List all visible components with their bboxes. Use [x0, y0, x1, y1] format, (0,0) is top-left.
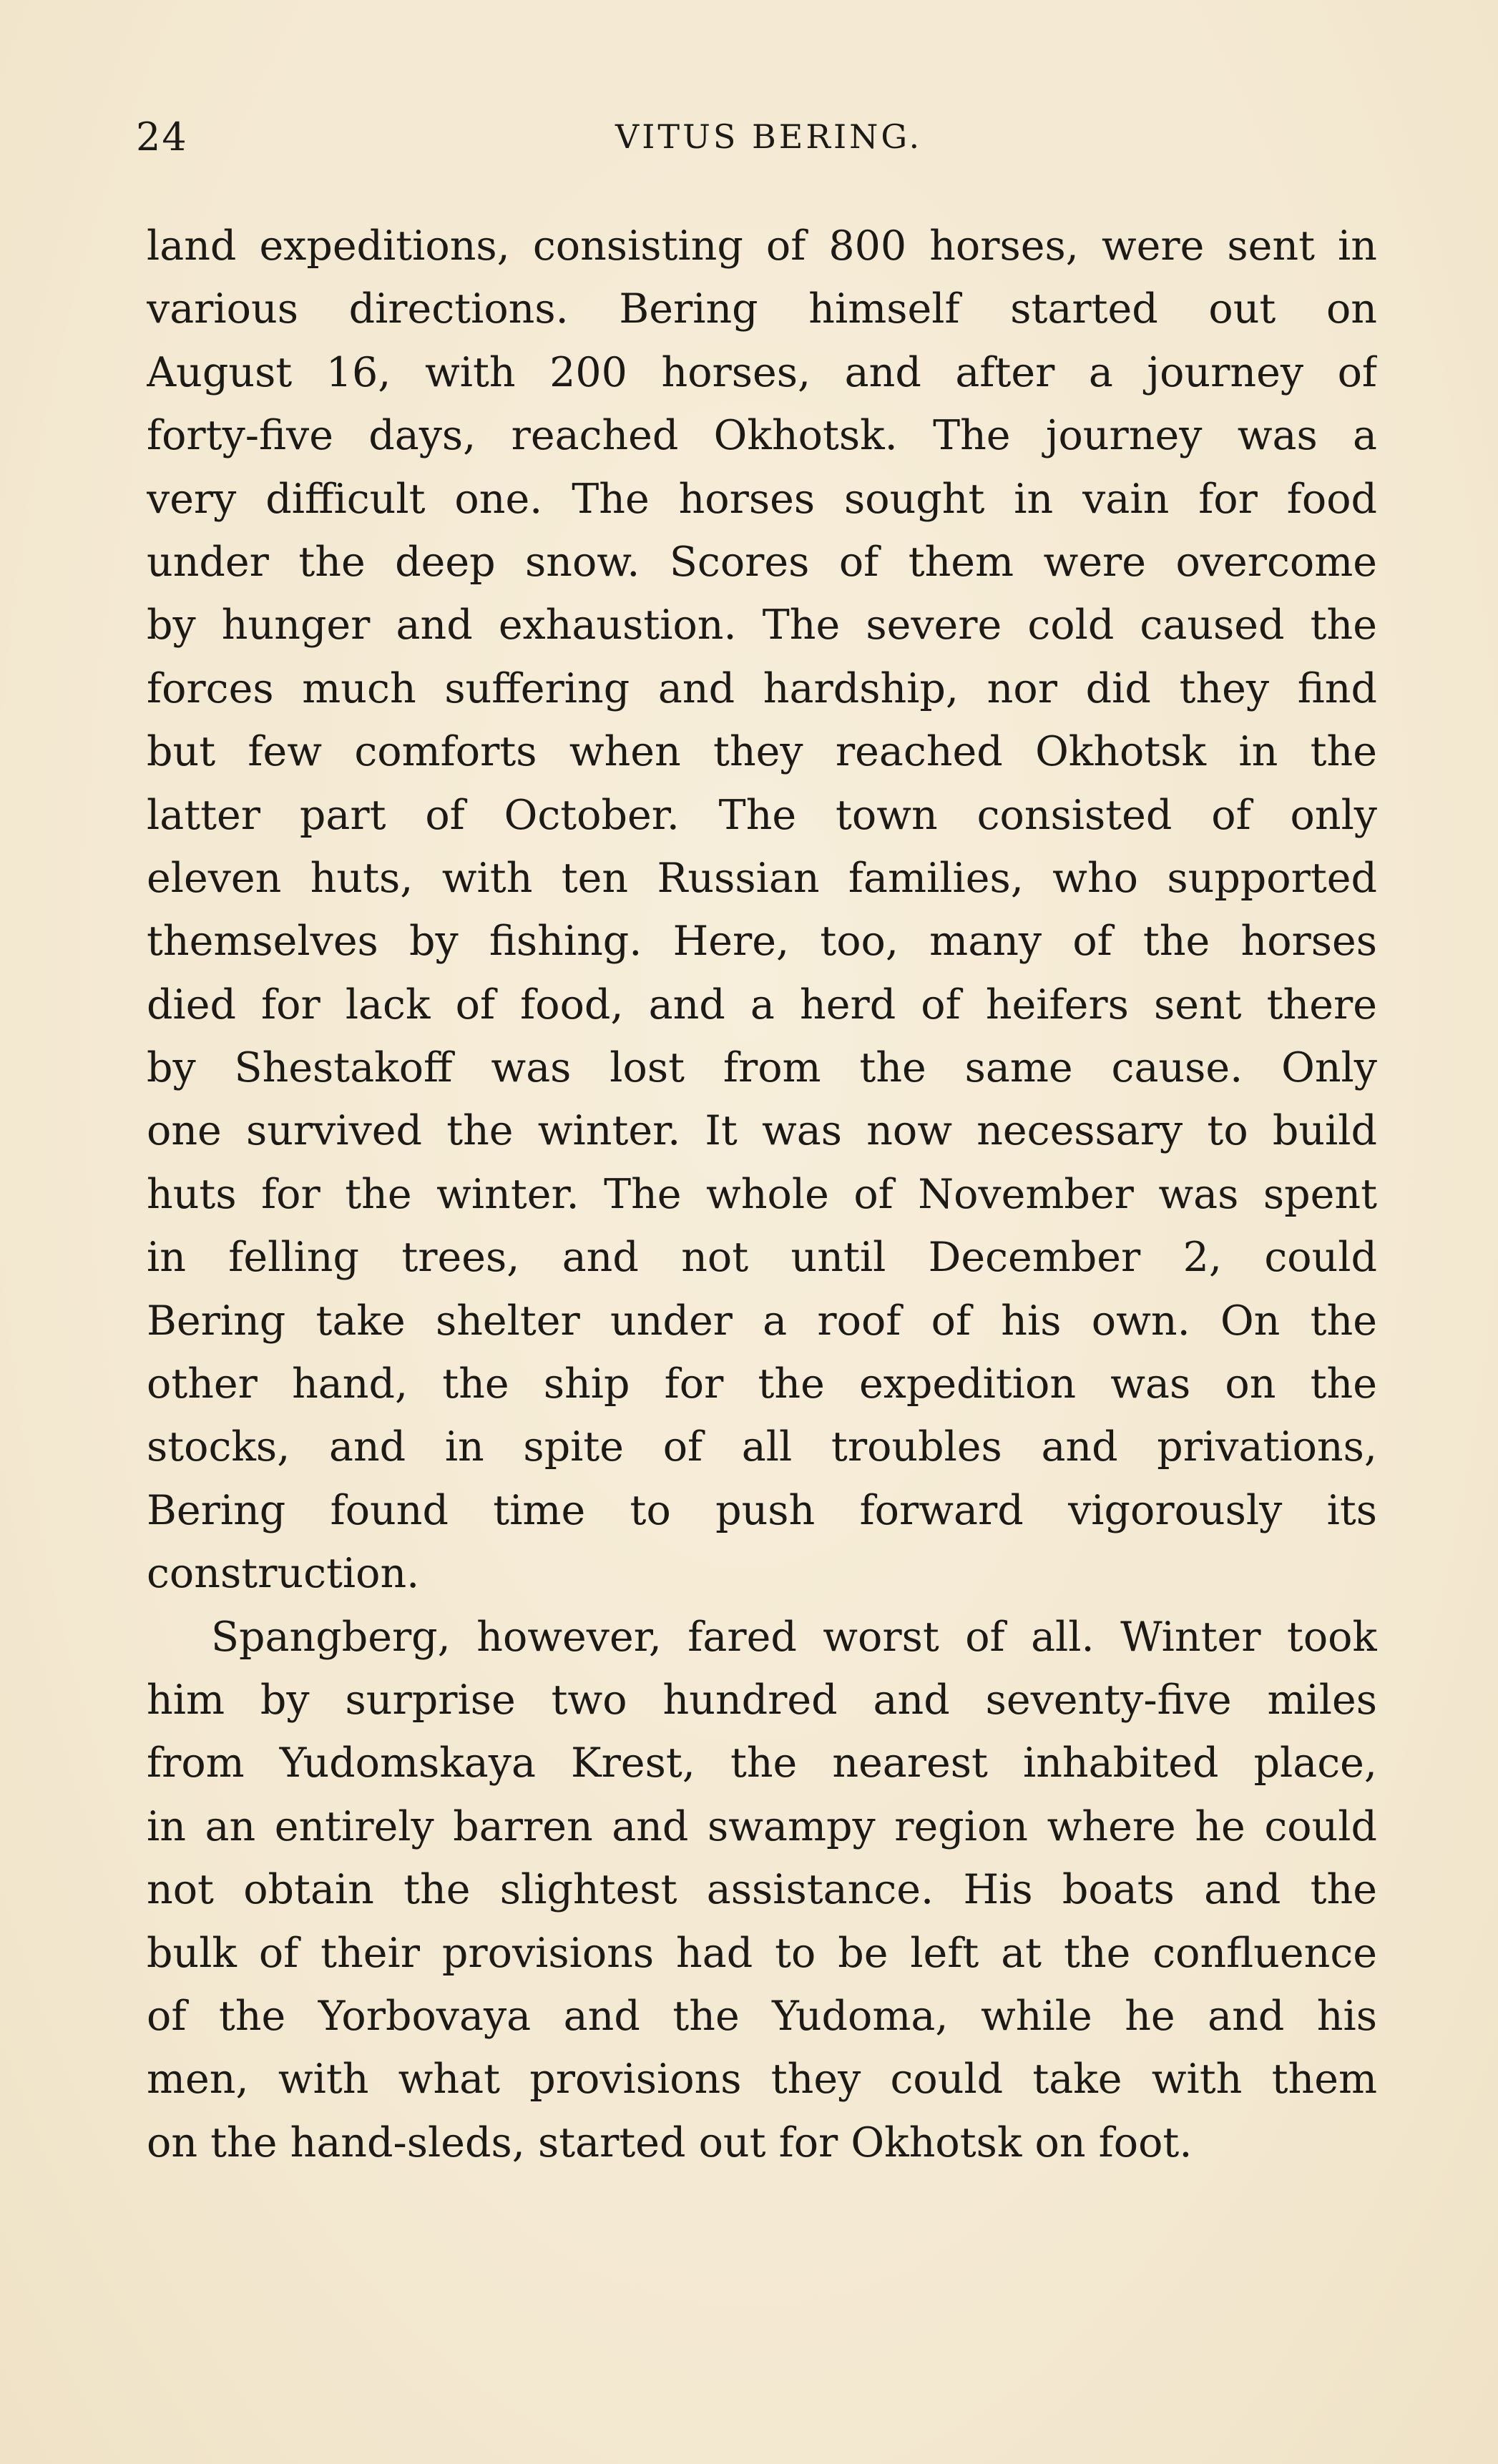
text-line: Bering found time to push forward vigorously its: [147, 1486, 1377, 1534]
text-line: not obtain the slightest assistance. His boats and the: [147, 1866, 1377, 1914]
text-line: from Yudomskaya Krest, the nearest inhabited place,: [147, 1739, 1377, 1787]
text-line: forces much suffering and hardship, nor did they find: [147, 664, 1377, 712]
text-line: of the Yorbovaya and the Yudoma, while he and his: [147, 1992, 1377, 2040]
text-line: in felling trees, and not until December 2, could: [147, 1234, 1377, 1282]
text-line: him by surprise two hundred and seventy-five miles: [147, 1676, 1377, 1724]
page-number: 24: [136, 114, 188, 159]
body-text: [147, 215, 1377, 2174]
text-line: by Shestakoff was lost from the same cause. Only: [147, 1044, 1377, 1092]
text-line: under the deep snow. Scores of them were overcome: [147, 538, 1377, 586]
paragraph: [147, 1606, 1377, 2175]
text-line: August 16, with 200 horses, and after a journey of: [147, 348, 1377, 396]
text-line: men, with what provisions they could take with them: [147, 2056, 1377, 2104]
text-line: forty-five days, reached Okhotsk. The journey was a: [147, 412, 1377, 460]
running-head: [0, 114, 1498, 165]
text-line: other hand, the ship for the expedition was on the: [147, 1360, 1377, 1408]
paragraph: [147, 215, 1377, 1606]
running-title: VITUS BERING.: [615, 117, 923, 156]
text-line: land expeditions, consisting of 800 horses, were sent in: [147, 222, 1377, 270]
text-line: stocks, and in spite of all troubles and privations,: [147, 1423, 1377, 1471]
text-line: various directions. Bering himself started out on: [147, 285, 1377, 333]
text-line: construction.: [147, 1550, 420, 1598]
text-line: bulk of their provisions had to be left at the confluence: [147, 1929, 1377, 1977]
text-line: themselves by fishing. Here, too, many of the horses: [147, 918, 1377, 966]
text-line: by hunger and exhaustion. The severe cold caused the: [147, 602, 1377, 649]
text-line: Spangberg, however, fared worst of all. Winter took: [211, 1613, 1377, 1661]
text-line: in an entirely barren and swampy region where he could: [147, 1802, 1377, 1850]
text-line: but few comforts when they reached Okhotsk in the: [147, 728, 1377, 776]
text-line: died for lack of food, and a herd of heifers sent there: [147, 981, 1377, 1029]
text-line: latter part of October. The town consisted of only: [147, 791, 1377, 839]
text-line: one survived the winter. It was now necessary to build: [147, 1107, 1377, 1155]
text-line: huts for the winter. The whole of November was spent: [147, 1170, 1377, 1218]
text-line: on the hand-sleds, started out for Okhotsk on foot.: [147, 2119, 1193, 2166]
text-line: Bering take shelter under a roof of his own. On the: [147, 1297, 1377, 1345]
text-line: eleven huts, with ten Russian families, who supported: [147, 854, 1377, 902]
text-line: very difficult one. The horses sought in vain for food: [147, 475, 1377, 523]
